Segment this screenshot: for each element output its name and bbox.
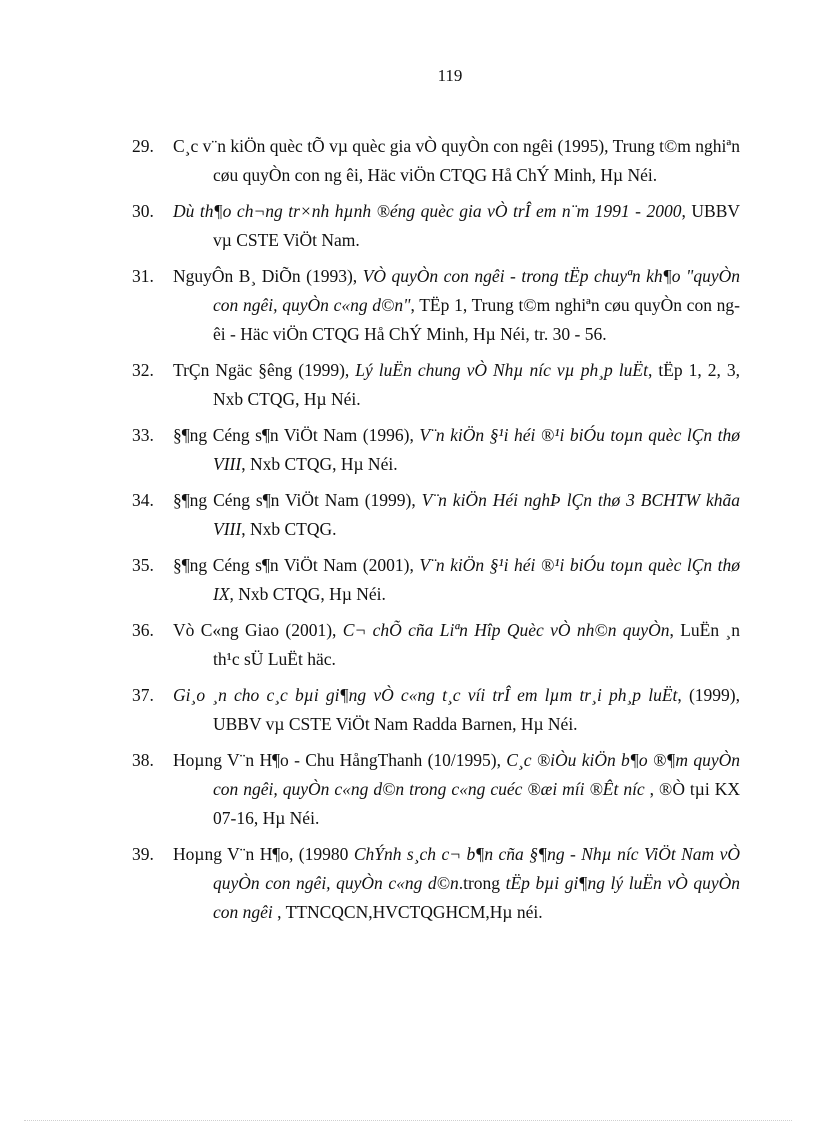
reference-title: Lý luËn chung vÒ Nhµ níc vµ ph¸p luËt bbox=[355, 360, 648, 380]
footer-divider bbox=[24, 1120, 792, 1121]
reference-number: 35. bbox=[132, 555, 154, 575]
reference-text bbox=[173, 262, 740, 349]
reference-title: C¬ chÕ cña Liªn Hîp Quèc vÒ nh©n quyÒn bbox=[342, 620, 670, 640]
reference-title: VÒ quyÒn con ngêi - trong tËp chuyªn kh¶o "quyÒn con ngêi, quyÒn c«ng d©n" bbox=[213, 266, 740, 315]
reference-detail: §¶ng Céng s¶n ViÖt Nam (1996), bbox=[173, 425, 420, 445]
reference-item bbox=[132, 132, 740, 190]
reference-detail: §¶ng Céng s¶n ViÖt Nam (1999), bbox=[173, 490, 422, 510]
reference-text bbox=[173, 132, 740, 190]
reference-title: tËp bµi gi¶ng lý luËn vÒ quyÒn con ngêi bbox=[213, 873, 740, 922]
reference-detail: , (1999), UBBV vµ CSTE ViÖt Nam Radda Barnen, Hµ Néi. bbox=[213, 685, 740, 734]
reference-number: 32. bbox=[132, 360, 154, 380]
reference-title: Dù th¶o ch¬ng tr×nh hµnh ®éng quèc gia vÒ trÎ em n¨m 1991 - 2000 bbox=[173, 201, 682, 221]
reference-item bbox=[132, 616, 740, 674]
reference-text bbox=[173, 197, 741, 255]
reference-detail: , UBBV vµ CSTE ViÖt Nam. bbox=[213, 201, 741, 250]
reference-number: 37. bbox=[132, 685, 154, 705]
reference-number: 31. bbox=[132, 266, 154, 286]
reference-detail: NguyÔn B¸ DiÕn (1993), bbox=[173, 266, 363, 286]
reference-detail: , ®Ò tµi KX 07-16, Hµ Néi. bbox=[213, 779, 740, 828]
reference-detail: , Nxb CTQG. bbox=[241, 519, 337, 539]
reference-text bbox=[173, 421, 740, 479]
reference-item bbox=[132, 746, 740, 833]
reference-detail: , TTNCQCN,HVCTQGHCM,Hµ néi. bbox=[272, 902, 543, 922]
reference-item bbox=[132, 681, 740, 739]
reference-item bbox=[132, 486, 740, 544]
reference-item bbox=[132, 197, 740, 255]
reference-detail: §¶ng Céng s¶n ViÖt Nam (2001), bbox=[173, 555, 420, 575]
reference-detail: C¸c v¨n kiÖn quèc tÕ vµ quèc gia vÒ quyÒn con ngêi (1995), Trung t©m nghiªn cøu quyÒn con ng êi, Häc viÖn CTQG Hå ChÝ Minh, Hµ Néi. bbox=[173, 136, 740, 185]
reference-text bbox=[173, 551, 740, 609]
reference-detail: , TËp 1, Trung t©m nghiªn cøu quyÒn con ng êi - Häc viÖn CTQG Hå ChÝ Minh, Hµ Néi, tr. 30 - 56. bbox=[213, 295, 740, 344]
reference-number: 38. bbox=[132, 750, 154, 770]
reference-detail: , LuËn ¸n th¹c sÜ LuËt häc. bbox=[213, 620, 741, 669]
reference-detail: , Nxb CTQG, Hµ Néi. bbox=[241, 454, 398, 474]
reference-number: 30. bbox=[132, 201, 154, 221]
reference-title: V¨n kiÖn Héi nghÞ lÇn thø 3 BCHTW khãa VIII bbox=[213, 490, 740, 539]
reference-text bbox=[173, 616, 741, 674]
reference-detail: , Nxb CTQG, Hµ Néi. bbox=[229, 584, 386, 604]
reference-detail: Hoµng V¨n H¶o, (19980 bbox=[173, 844, 354, 864]
reference-detail: , tËp 1, 2, 3, Nxb CTQG, Hµ Néi. bbox=[213, 360, 740, 409]
reference-text bbox=[173, 746, 740, 833]
reference-title: ChÝnh s¸ch c¬ b¶n cña §¶ng - Nhµ níc ViÖt Nam vÒ quyÒn con ngêi, quyÒn c«ng d©n bbox=[213, 844, 741, 893]
reference-text bbox=[173, 486, 740, 544]
reference-text bbox=[173, 356, 740, 414]
page-number: 119 bbox=[437, 66, 463, 85]
reference-number: 33. bbox=[132, 425, 154, 445]
reference-detail: .trong bbox=[458, 873, 506, 893]
reference-number: 39. bbox=[132, 844, 154, 864]
reference-item bbox=[132, 840, 740, 927]
reference-number: 34. bbox=[132, 490, 154, 510]
reference-text bbox=[173, 840, 741, 927]
reference-item bbox=[132, 421, 740, 479]
reference-item bbox=[132, 551, 740, 609]
reference-title: Gi¸o ¸n cho c¸c bµi gi¶ng vÒ c«ng t¸c víi trÎ em lµm tr¸i ph¸p luËt bbox=[173, 685, 678, 705]
reference-detail: Hoµng V¨n H¶o - Chu HångThanh (10/1995), bbox=[173, 750, 507, 770]
reference-detail: TrÇn Ngäc §êng (1999), bbox=[173, 360, 356, 380]
reference-list bbox=[132, 132, 740, 934]
reference-item bbox=[132, 356, 740, 414]
reference-item bbox=[132, 262, 740, 349]
reference-detail: Vò C«ng Giao (2001), bbox=[173, 620, 343, 640]
reference-title: C¸c ®iÒu kiÖn b¶o ®¶m quyÒn con ngêi, quyÒn c«ng d©n trong c«ng cuéc ®æi míi ®Êt níc bbox=[213, 750, 740, 799]
reference-text bbox=[173, 681, 740, 739]
reference-number: 36. bbox=[132, 620, 154, 640]
reference-title: V¨n kiÖn §¹i héi ®¹i biÓu toµn quèc lÇn thø IX bbox=[213, 555, 740, 604]
reference-title: V¨n kiÖn §¹i héi ®¹i biÓu toµn quèc lÇn thø VIII bbox=[213, 425, 740, 474]
reference-number: 29. bbox=[132, 136, 154, 156]
